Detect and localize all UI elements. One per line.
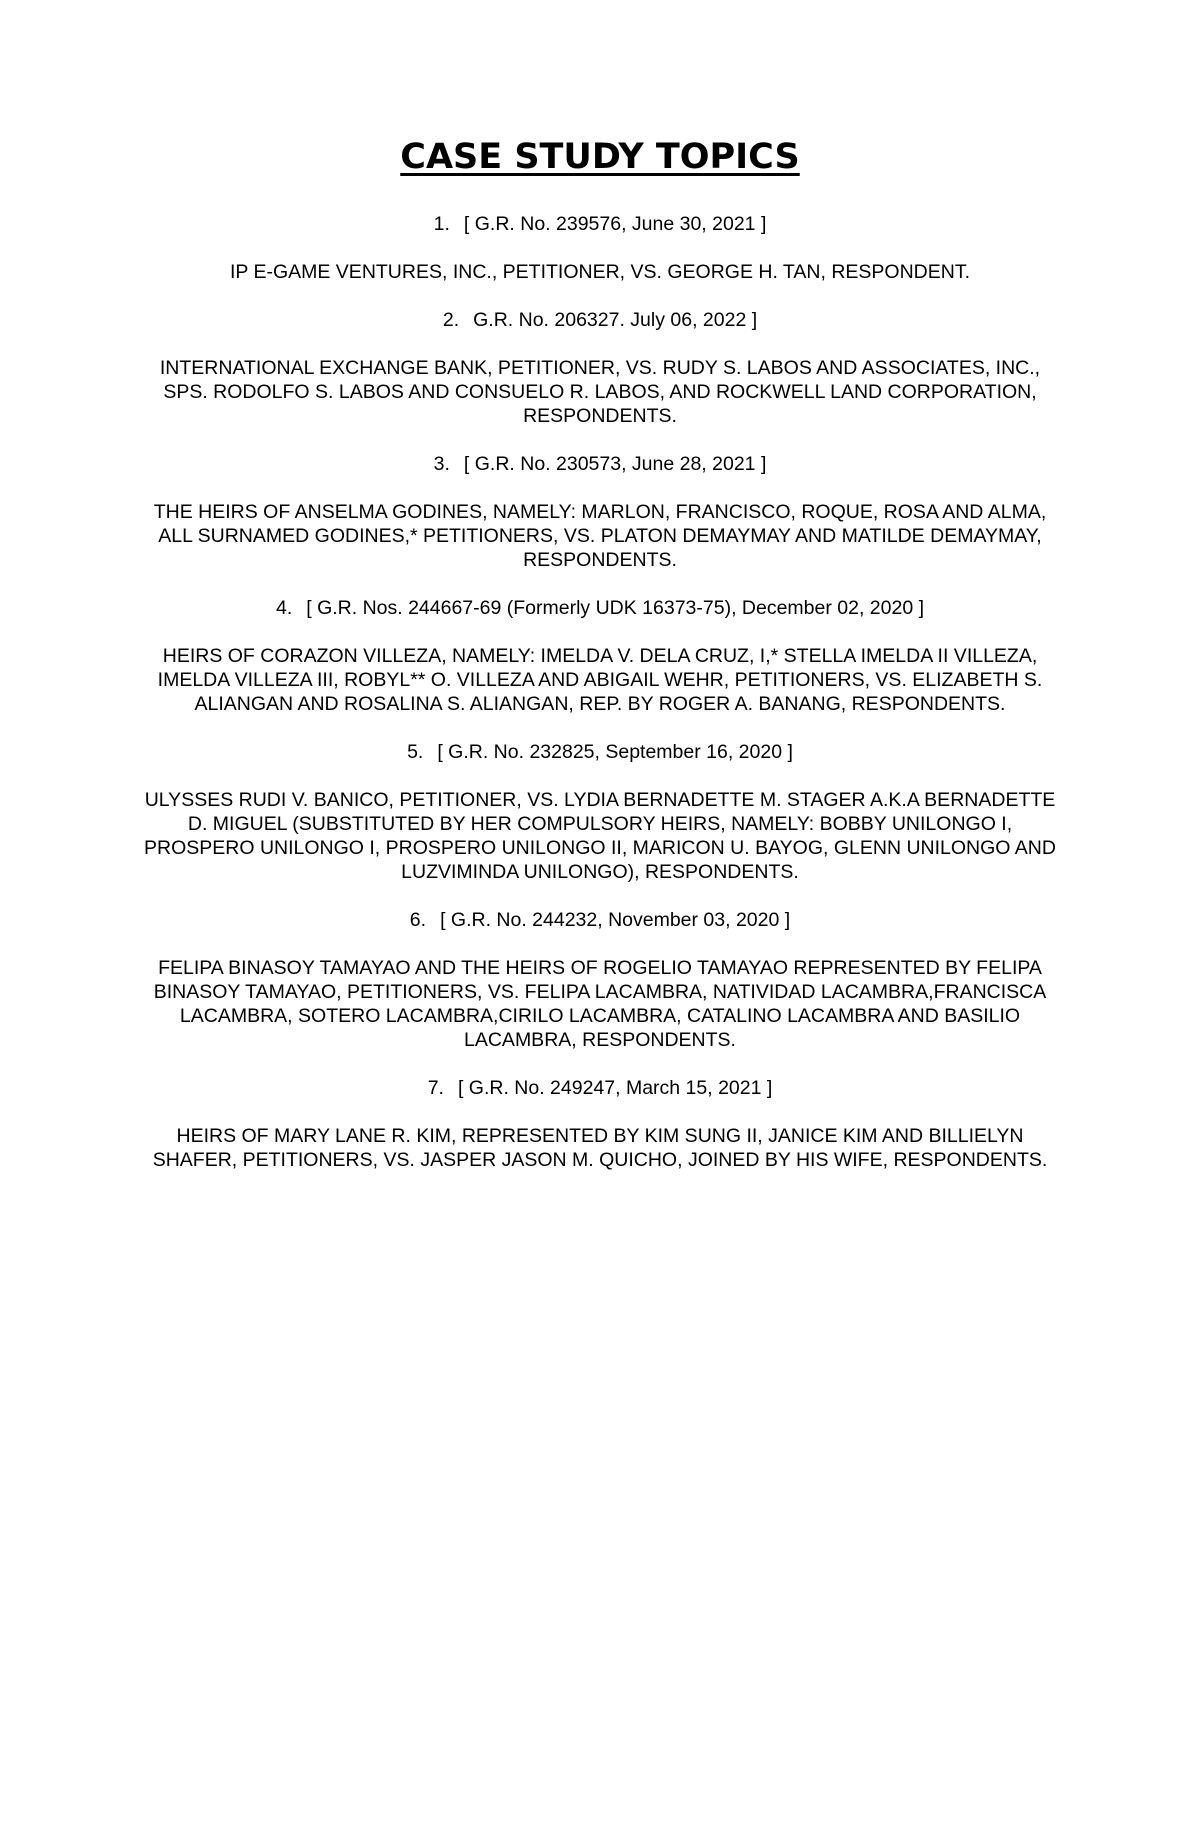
case-citation: [ G.R. No. 230573, June 28, 2021 ]: [463, 453, 767, 475]
case-parties: FELIPA BINASOY TAMAYAO AND THE HEIRS OF ROGELIO TAMAYAO REPRESENTED BY FELIPA BINASOY TAMAYAO, PETITIONERS, VS. FELIPA LACAMBRA, NATIVIDAD LACAMBRA,FRANCISCA LACAMBRA, SOTERO LACAMBRA,CIRILO LACAMBRA, CATALINO LACAMBRA AND BASILIO LACAMBRA, RESPONDENTS.: [153, 957, 1047, 1051]
case-number: 1.: [433, 213, 450, 235]
case-reference: [140, 740, 1060, 764]
case-reference: [140, 212, 1060, 236]
case-item: [140, 452, 1060, 572]
case-item: [140, 596, 1060, 716]
case-reference: [140, 596, 1060, 620]
case-citation: [ G.R. No. 244232, November 03, 2020 ]: [440, 909, 791, 931]
case-parties: HEIRS OF MARY LANE R. KIM, REPRESENTED BY KIM SUNG II, JANICE KIM AND BILLIELYN SHAFER, PETITIONERS, VS. JASPER JASON M. QUICHO, JOINED BY HIS WIFE, RESPONDENTS.: [152, 1125, 1048, 1171]
case-number: 2.: [442, 309, 460, 331]
case-citation: G.R. No. 206327. July 06, 2022 ]: [473, 309, 758, 331]
case-number: 6.: [409, 909, 427, 931]
case-citation: [ G.R. No. 249247, March 15, 2021 ]: [457, 1077, 773, 1099]
case-number: 7.: [427, 1077, 444, 1099]
case-reference: [140, 452, 1060, 476]
case-reference: [140, 1076, 1060, 1100]
case-parties: ULYSSES RUDI V. BANICO, PETITIONER, VS. LYDIA BERNADETTE M. STAGER A.K.A BERNADETTE D. MIGUEL (SUBSTITUTED BY HER COMPULSORY HEIRS, NAMELY: BOBBY UNILONGO I, PROSPERO UNILONGO I, PROSPERO UNILONGO II, MARICON U. BAYOG, GLENN UNILONGO AND LUZVIMINDA UNILONGO), RESPONDENTS.: [144, 789, 1056, 883]
case-reference: [140, 308, 1060, 332]
case-item: [140, 1076, 1060, 1172]
case-citation: [ G.R. Nos. 244667-69 (Formerly UDK 16373-75), December 02, 2020 ]: [306, 597, 925, 619]
case-parties: INTERNATIONAL EXCHANGE BANK, PETITIONER, VS. RUDY S. LABOS AND ASSOCIATES, INC., SPS. RODOLFO S. LABOS AND CONSUELO R. LABOS, AND ROCKWELL LAND CORPORATION, RESPONDENTS.: [159, 357, 1041, 427]
case-item: [140, 212, 1060, 284]
case-parties: THE HEIRS OF ANSELMA GODINES, NAMELY: MARLON, FRANCISCO, ROQUE, ROSA AND ALMA, ALL SURNAMED GODINES,* PETITIONERS, VS. PLATON DEMAYMAY AND MATILDE DEMAYMAY, RESPONDENTS.: [153, 501, 1047, 571]
case-citation: [ G.R. No. 239576, June 30, 2021 ]: [463, 213, 767, 235]
case-parties: IP E-GAME VENTURES, INC., PETITIONER, VS. GEORGE H. TAN, RESPONDENT.: [229, 261, 971, 283]
page-title: CASE STUDY TOPICS: [400, 137, 800, 177]
case-item: [140, 740, 1060, 884]
case-number: 3.: [433, 453, 450, 475]
case-list: [140, 212, 1060, 1196]
case-number: 4.: [275, 597, 293, 619]
case-citation: [ G.R. No. 232825, September 16, 2020 ]: [437, 741, 793, 763]
case-item: [140, 908, 1060, 1052]
case-number: 5.: [407, 741, 424, 763]
case-item: [140, 308, 1060, 428]
case-parties: HEIRS OF CORAZON VILLEZA, NAMELY: IMELDA V. DELA CRUZ, I,* STELLA IMELDA II VILLEZA, IMELDA VILLEZA III, ROBYL** O. VILLEZA AND ABIGAIL WEHR, PETITIONERS, VS. ELIZABETH S. ALIANGAN AND ROSALINA S. ALIANGAN, REP. BY ROGER A. BANANG, RESPONDENTS.: [157, 645, 1043, 715]
case-reference: [140, 908, 1060, 932]
